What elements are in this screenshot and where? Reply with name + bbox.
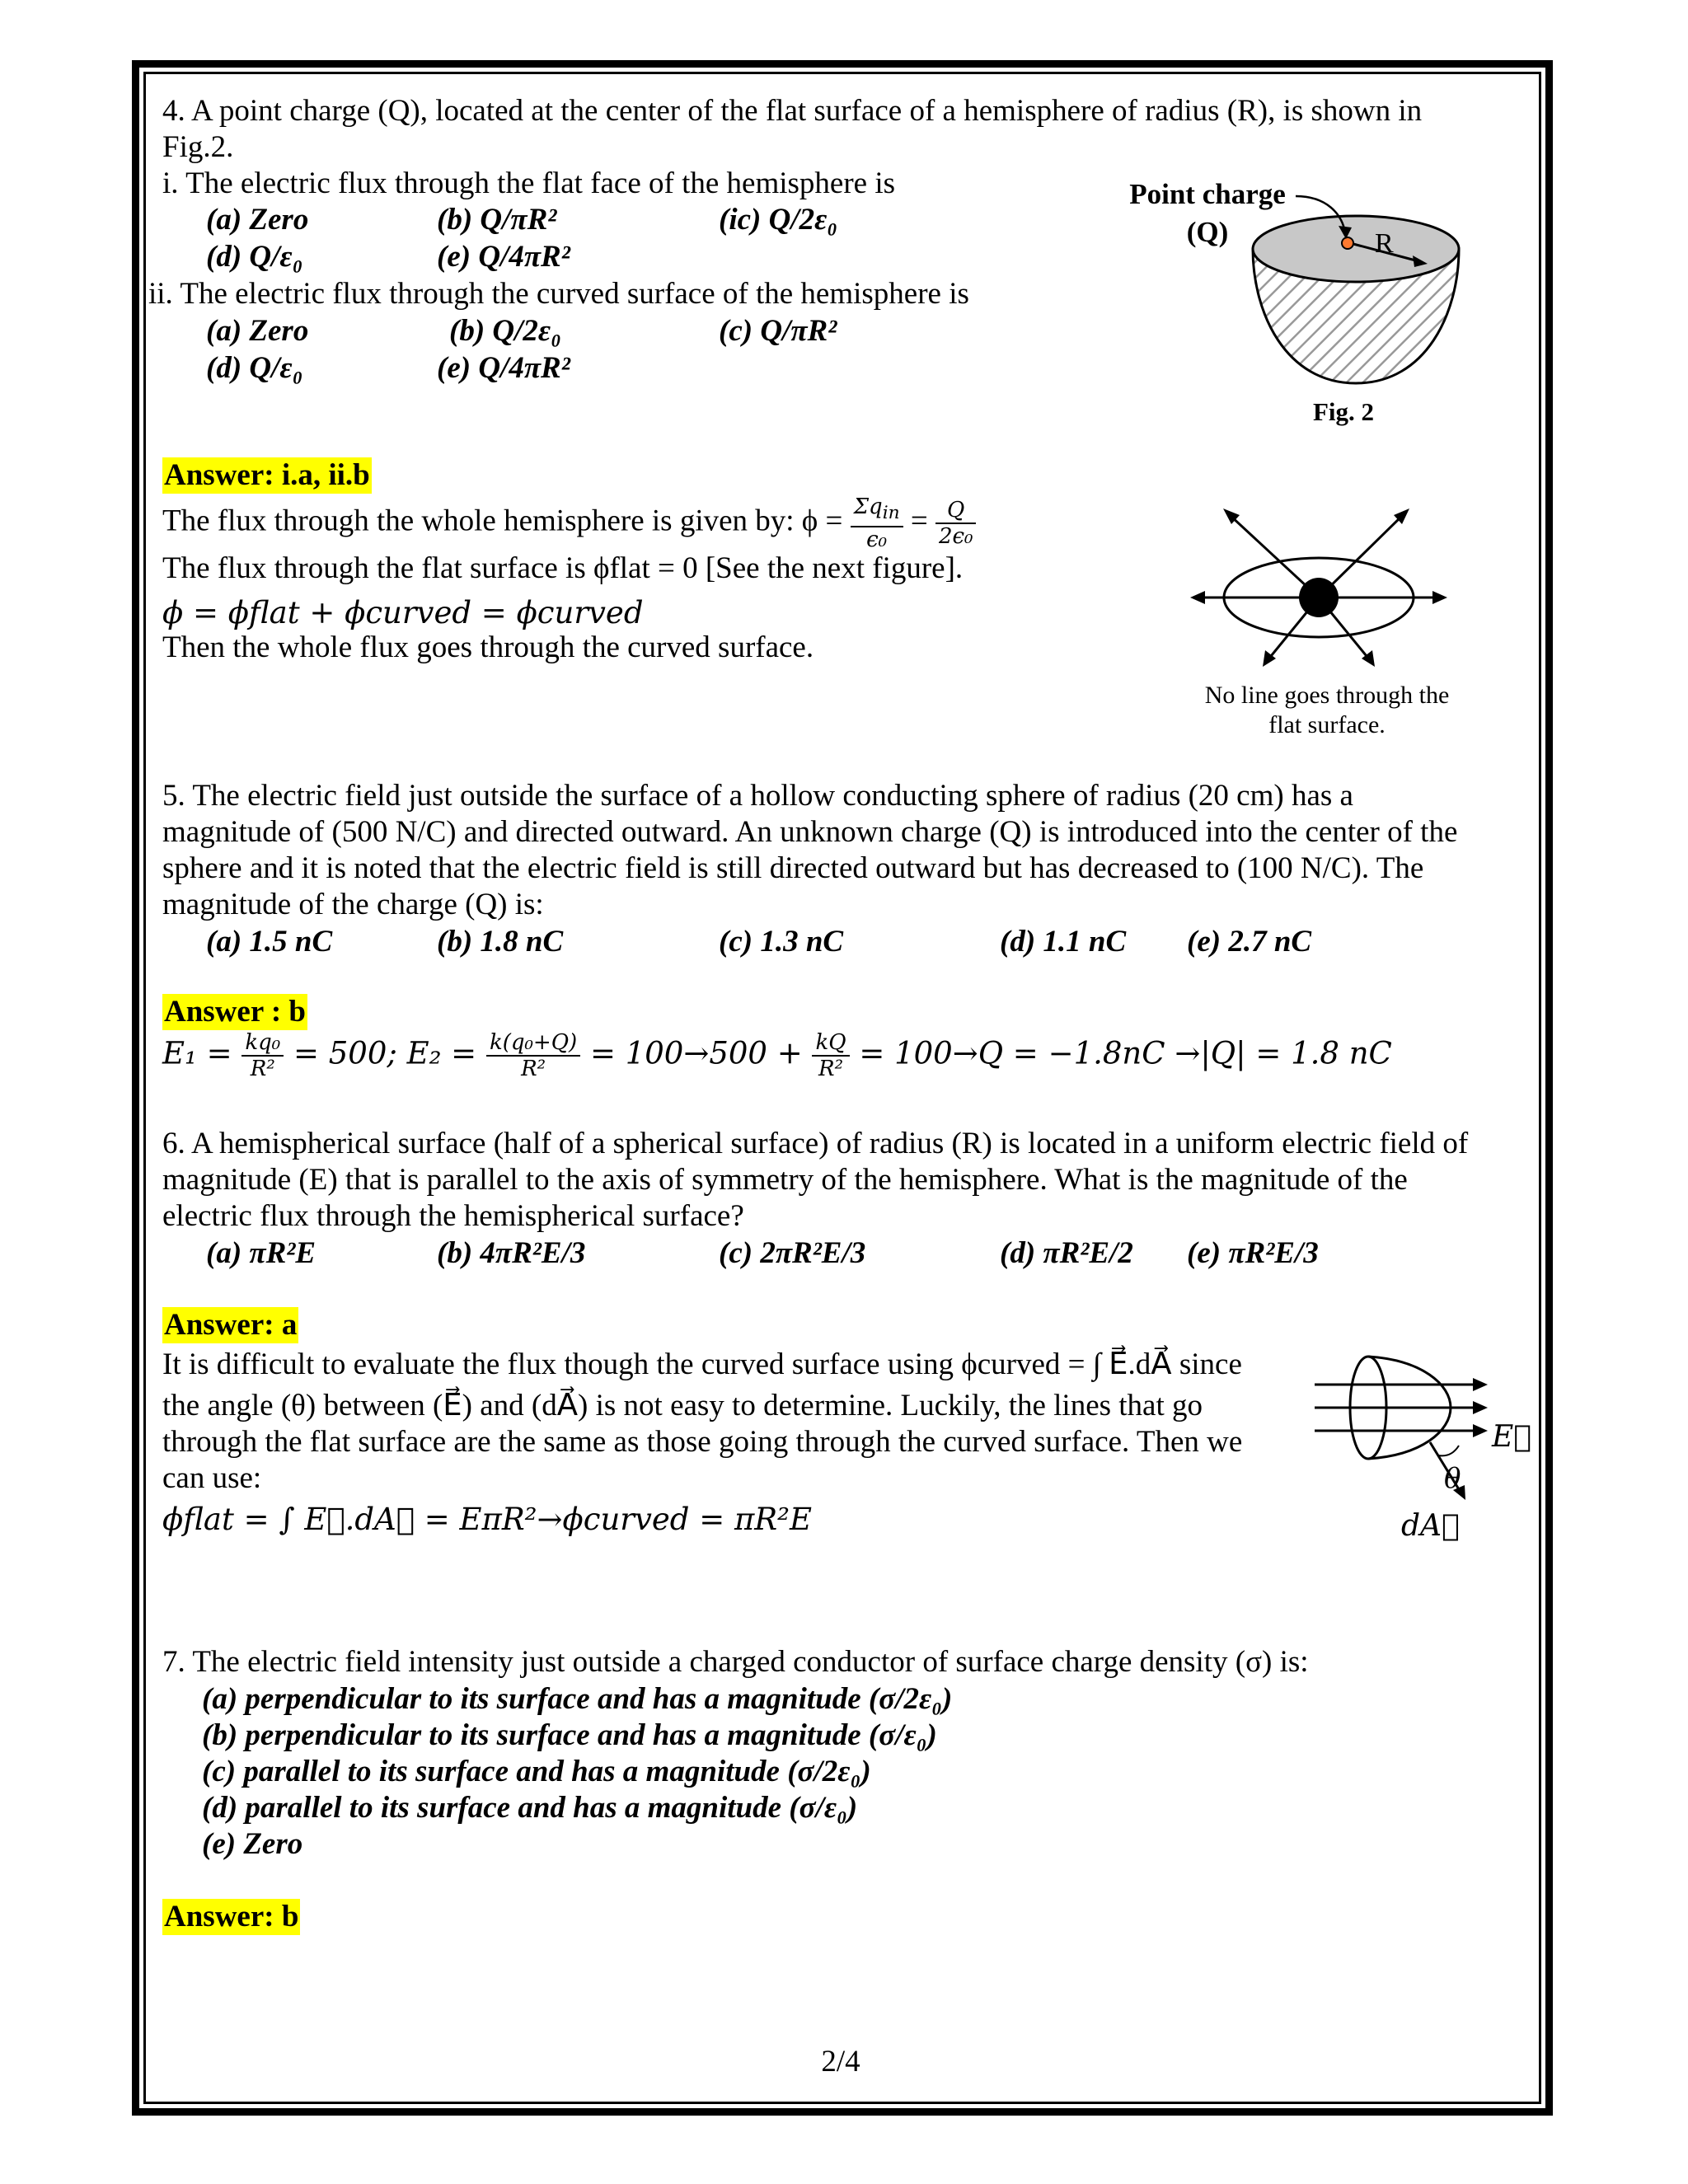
q5-frac3-num: kQ [812, 1030, 849, 1057]
q4-ii-option-d: (d) Q/ε₀ [206, 351, 303, 385]
q4-frac2-den: 2ϵ₀ [938, 524, 973, 550]
q4-frac2-num: Q [935, 498, 977, 524]
q5-option-d: (d) 1.1 nC [1000, 925, 1127, 958]
q4-ii-option-e: (e) Q/4πR² [437, 351, 570, 385]
q4-equals: = [910, 504, 928, 538]
q4-stem-line1: 4. A point charge (Q), located at the center of the flat surface of a hemisphere of radius (R), is shown in [162, 94, 1423, 128]
flux-figure-caption-line2: flat surface. [1268, 711, 1386, 738]
q5-frac1-num: kq₀ [241, 1030, 284, 1057]
q4-i-option-e: (e) Q/4πR² [437, 240, 570, 274]
q5-stem-line4: magnitude of the charge (Q) is: [162, 888, 544, 921]
q5-stem-line2: magnitude of (500 N/C) and directed outward. An unknown charge (Q) is introduced into the center of the [162, 815, 1458, 849]
q6-answer: Answer: a [164, 1308, 298, 1342]
q6-solution-line2: the angle (θ) between (E⃗) and (dA⃗) is not easy to determine. Luckily, the lines that go [162, 1389, 1203, 1422]
q5-stem-line1: 5. The electric field just outside the surface of a hollow conducting sphere of radius (20 cm) has a [162, 779, 1353, 813]
q6-option-a: (a) πR²E [206, 1236, 316, 1270]
q4-fraction-charge-over-eps [851, 494, 903, 552]
q5-solution [162, 1030, 1392, 1081]
q4-solution-line1 [162, 494, 976, 552]
q7-option-c: (c) parallel to its surface and has a magnitude (σ/2ε₀) [202, 1755, 871, 1788]
q5-option-a: (a) 1.5 nC [206, 925, 333, 958]
q5-sol-end: = 100→Q = −1.8nC →|Q| = 1.8 nC [859, 1035, 1392, 1071]
q6-stem-line3: electric flux through the hemispherical surface? [162, 1199, 744, 1233]
fig2-radius-label: R [1375, 228, 1394, 259]
q4-ii-option-b: (b) Q/2ε₀ [449, 314, 561, 348]
q6-solution-line3: through the flat surface are the same as those going through the curved surface. Then we [162, 1425, 1243, 1459]
area-vector-label: dA⃗ [1401, 1509, 1460, 1543]
q4-fraction-q-over-2eps [935, 498, 977, 549]
q5-frac1-den: R² [250, 1057, 275, 1081]
q4-solution-line1-text: The flux through the whole hemisphere is given by: ϕ = [162, 504, 843, 538]
q7-stem: 7. The electric field intensity just outside a charged conductor of surface charge density (σ) is: [162, 1645, 1309, 1679]
q4-i-option-b: (b) Q/πR² [437, 203, 557, 237]
q4-i-option-a: (a) Zero [206, 203, 309, 237]
q5-sol-mid2: = 100→500 + [589, 1035, 803, 1071]
q5-frac2-num: k(q₀+Q) [486, 1030, 580, 1057]
page-number: 2/4 [821, 2045, 860, 2079]
q4-answer: Answer: i.a, ii.b [164, 458, 370, 492]
q5-frac-kq0 [241, 1030, 284, 1081]
q4-stem-line2: Fig.2. [162, 130, 234, 164]
q7-answer: Answer: b [164, 1900, 299, 1933]
q6-option-c: (c) 2πR²E/3 [719, 1236, 866, 1270]
q4-frac1-sub: in [882, 503, 900, 524]
theta-label: θ [1444, 1462, 1461, 1495]
q5-stem-line3: sphere and it is noted that the electric field is still directed outward but has decreased to (100 N/C). The [162, 851, 1424, 885]
field-hemisphere-figure [1315, 1352, 1504, 1516]
q6-stem-line2: magnitude (E) that is parallel to the axis of symmetry of the hemisphere. What is the magnitude of the [162, 1163, 1408, 1197]
q6-option-e: (e) πR²E/3 [1187, 1236, 1319, 1270]
fig2-charge-symbol: (Q) [1186, 216, 1229, 248]
q7-option-e: (e) Zero [202, 1827, 303, 1861]
flux-lines-figure [1187, 499, 1484, 680]
q5-option-b: (b) 1.8 nC [437, 925, 564, 958]
hemisphere-figure [1236, 181, 1475, 396]
q5-frac2-den: R² [521, 1057, 546, 1081]
q4-part-i: i. The electric flux through the flat face of the hemisphere is [162, 166, 896, 200]
q6-option-d: (d) πR²E/2 [1000, 1236, 1133, 1270]
q4-i-option-c: (ic) Q/2ε₀ [719, 203, 838, 237]
q4-solution-line4: Then the whole flux goes through the curved surface. [162, 630, 814, 664]
fig2-caption: Fig. 2 [1312, 397, 1375, 426]
q4-i-option-d: (d) Q/ε₀ [206, 240, 303, 274]
q5-sol-mid1: = 500; E₂ = [293, 1035, 477, 1071]
q4-part-ii: ii. The electric flux through the curved surface of the hemisphere is [148, 277, 969, 311]
q5-sol-e1: E₁ = [162, 1035, 232, 1071]
q5-option-e: (e) 2.7 nC [1187, 925, 1312, 958]
q5-answer: Answer : b [164, 995, 306, 1029]
q7-option-d: (d) parallel to its surface and has a magnitude (σ/ε₀) [202, 1791, 858, 1825]
q5-frac-kq [812, 1030, 849, 1081]
q5-frac-kq0q [486, 1030, 580, 1081]
q7-option-a: (a) perpendicular to its surface and has a magnitude (σ/2ε₀) [202, 1682, 953, 1716]
fig2-point-charge-label: Point charge [1129, 178, 1286, 210]
q7-option-b: (b) perpendicular to its surface and has a magnitude (σ/ε₀) [202, 1718, 937, 1752]
flux-figure-caption-line1: No line goes through the [1204, 682, 1450, 709]
q5-frac3-den: R² [818, 1057, 844, 1081]
q6-solution-line1: It is difficult to evaluate the flux though the curved surface using ϕcurved = ∫ E⃗.dA⃗ since [162, 1347, 1242, 1381]
q6-stem-line1: 6. A hemispherical surface (half of a spherical surface) of radius (R) is located in a uniform electric field of [162, 1127, 1469, 1160]
q4-solution-line3: ϕ = ϕflat + ϕcurved = ϕcurved [162, 595, 644, 630]
q4-ii-option-a: (a) Zero [206, 314, 309, 348]
q6-solution-line4: can use: [162, 1461, 262, 1495]
field-vector-label: E⃗ [1492, 1420, 1531, 1454]
q6-solution-line5: ϕflat = ∫ E⃗.dA⃗ = EπR²→ϕcurved = πR²E [162, 1502, 813, 1537]
q5-option-c: (c) 1.3 nC [719, 925, 844, 958]
q4-frac1-num: Σq [853, 494, 883, 519]
q4-solution-line2: The flux through the flat surface is ϕflat = 0 [See the next figure]. [162, 551, 964, 585]
q6-option-b: (b) 4πR²E/3 [437, 1236, 586, 1270]
q4-frac1-den: ϵ₀ [866, 527, 888, 553]
q4-ii-option-c: (c) Q/πR² [719, 314, 837, 348]
